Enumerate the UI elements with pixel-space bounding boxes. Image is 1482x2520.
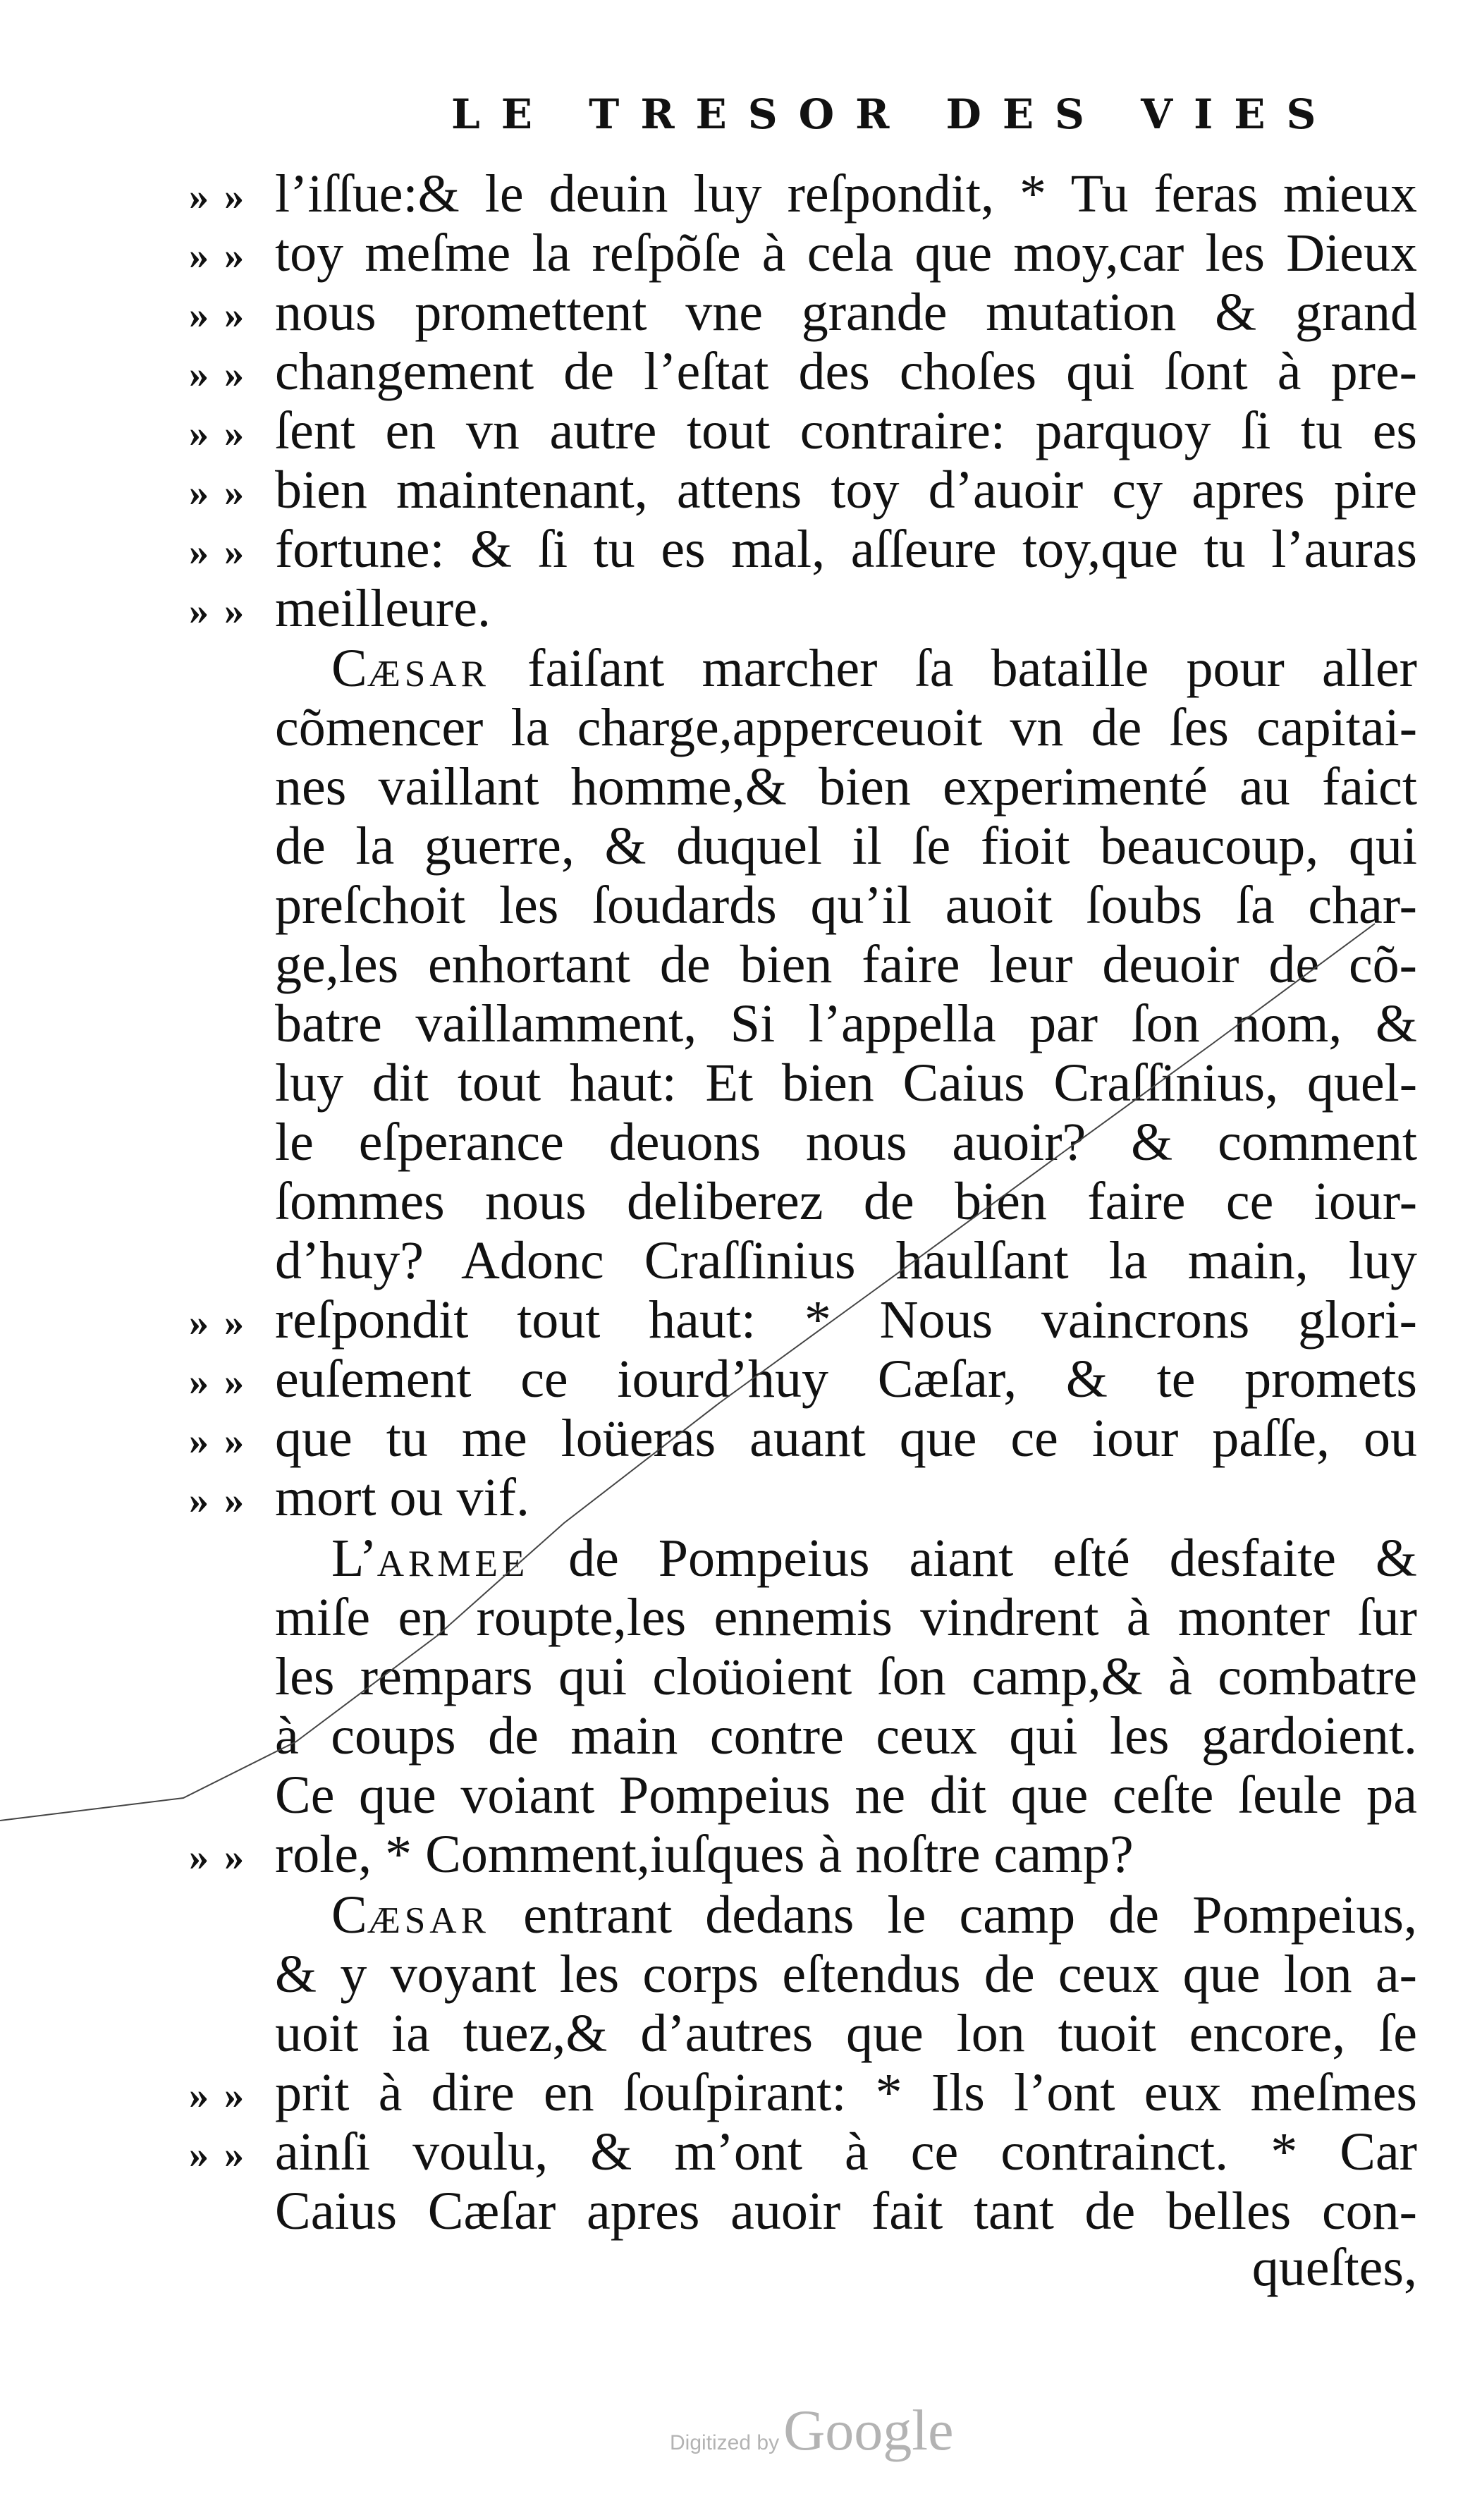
small-caps-word: æsar — [367, 639, 490, 698]
quotation-marker: » » — [189, 530, 247, 574]
line-text: role, * Comment,iuſques à noſtre camp? — [275, 1825, 1134, 1884]
quotation-marker: » » — [189, 175, 247, 219]
line-text: d’huy? Adonc Craſſinius haulſant la main, luy — [275, 1231, 1417, 1290]
quotation-marker: » » — [189, 471, 247, 515]
line-text: uoit ia tuez,& d’autres que lon tuoit encore, ſe — [275, 2004, 1417, 2063]
line-text: à coups de main contre ceux qui les gardoient. — [275, 1706, 1417, 1766]
quotation-marker: » » — [189, 1360, 247, 1404]
running-head: LE TRESOR DES VIES — [451, 90, 1337, 138]
quotation-marker: » » — [189, 1419, 247, 1463]
line-text: l’iſſue:& le deuin luy reſpondit, * Tu feras mieux — [275, 164, 1417, 224]
line-text: nous promettent vne grande mutation & grand — [275, 283, 1417, 342]
line-text: les rempars qui cloüoient ſon camp,& à combatre — [275, 1647, 1417, 1706]
line-text: ge,les enhortant de bien faire leur deuoir de cõ- — [275, 935, 1417, 994]
line-text: fortune: & ſi tu es mal, aſſeure toy,que tu l’auras — [275, 520, 1417, 579]
line-text: faiſant marcher ſa bataille pour aller — [489, 639, 1417, 698]
initial-letter: C — [331, 639, 367, 698]
line-text: de la guerre, & duquel il ſe fioit beaucoup, qui — [275, 816, 1417, 876]
line-text: batre vaillamment, Si l’appella par ſon nom, & — [275, 994, 1417, 1053]
line-text: meilleure. — [275, 579, 491, 638]
line-text: changement de l’eſtat des choſes qui ſont à pre- — [275, 342, 1417, 401]
line-text: queſtes, — [1251, 2238, 1417, 2297]
line-text: & y voyant les corps eſtendus de ceux que lon a- — [275, 1945, 1417, 2004]
line-text: toy meſme la reſpõſe à cela que moy,car les Dieux — [275, 224, 1417, 283]
quotation-marker: » » — [189, 1835, 247, 1879]
digitization-watermark — [670, 2397, 1022, 2464]
line-text: preſchoit les ſoudards qu’il auoit ſoubs ſa char- — [275, 876, 1417, 935]
quotation-marker: » » — [189, 412, 247, 455]
quotation-marker: » » — [189, 353, 247, 396]
line-text: ſent en vn autre tout contraire: parquoy ſi tu es — [275, 401, 1417, 460]
line-text: Caius Cæſar apres auoir fait tant de belles con- — [275, 2182, 1417, 2241]
quotation-marker: » » — [189, 2074, 247, 2117]
initial-letter: L’ — [331, 1529, 377, 1588]
line-text: euſement ce iourd’huy Cæſar, & te promets — [275, 1350, 1417, 1409]
quotation-marker: » » — [189, 293, 247, 337]
small-caps-word: æsar — [367, 1885, 490, 1945]
quotation-marker: » » — [189, 1301, 247, 1345]
line-text: mort ou vif. — [275, 1468, 529, 1527]
line-text: prit à dire en ſouſpirant: * Ils l’ont eux meſmes — [275, 2063, 1417, 2122]
line-text: reſpondit tout haut: * Nous vaincrons glori- — [275, 1290, 1417, 1350]
google-logo: Google — [783, 2398, 954, 2462]
quotation-marker: » » — [189, 2133, 247, 2177]
line-text: Ce que voiant Pompeius ne dit que ceſte ſeule pa — [275, 1766, 1417, 1825]
digitized-by-text: Digitized by — [670, 2431, 780, 2454]
line-text: entrant dedans le camp de Pompeius, — [489, 1885, 1417, 1945]
line-text: bien maintenant, attens toy d’auoir cy apres pire — [275, 460, 1417, 520]
small-caps-word: armee — [376, 1529, 529, 1588]
line-text: cõmencer la charge,apperceuoit vn de ſes capitai- — [275, 698, 1417, 757]
line-text: le eſperance deuons nous auoir? & comment — [275, 1113, 1417, 1172]
line-text: ſommes nous deliberez de bien faire ce iour- — [275, 1172, 1417, 1231]
quotation-marker: » » — [189, 234, 247, 278]
line-text: miſe en roupte,les ennemis vindrent à monter ſur — [275, 1588, 1417, 1647]
quotation-marker: » » — [189, 1479, 247, 1522]
initial-letter: C — [331, 1885, 367, 1945]
line-text: luy dit tout haut: Et bien Caius Craſſinius, quel- — [275, 1053, 1417, 1113]
line-text: ainſi voulu, & m’ont à ce contrainct. * Car — [275, 2122, 1417, 2182]
line-text: que tu me loüeras auant que ce iour paſſe, ou — [275, 1409, 1417, 1468]
line-text: nes vaillant homme,& bien experimenté au faict — [275, 757, 1417, 816]
line-text: de Pompeius aiant eſté desfaite & — [529, 1529, 1417, 1588]
quotation-marker: » » — [189, 589, 247, 633]
